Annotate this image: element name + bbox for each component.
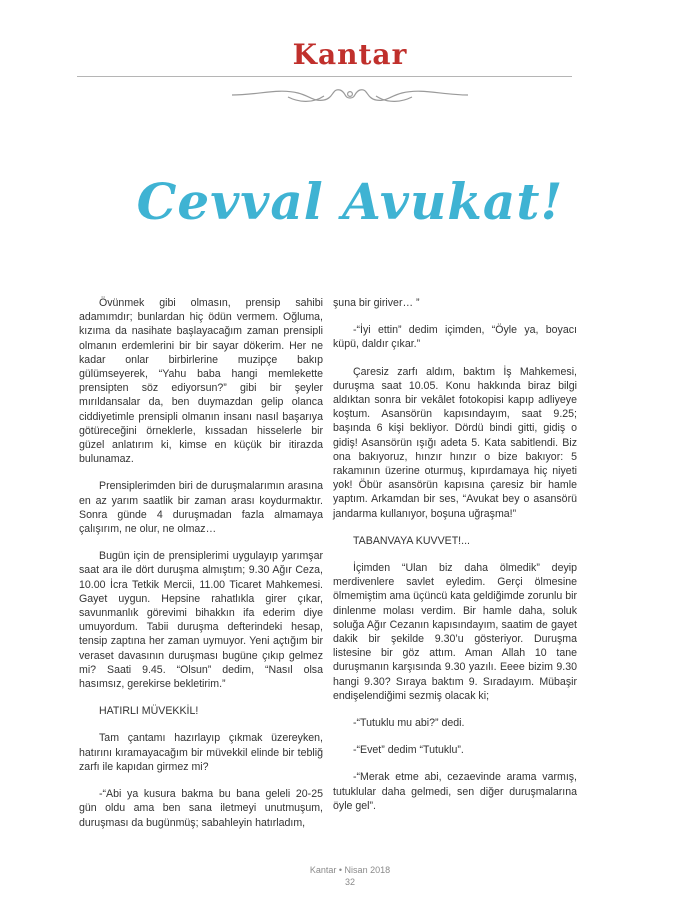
paragraph: Övünmek gibi olmasın, prensip sahibi adamımdır; bunlardan hiç ödün vermem. Oğluma, kızıma da nasihate başlayacağım zaman prensipli olmanın erdemlerini bir bir sayar dökerim. Her ne kadar onlar birbirlerine muzipçe bakıp gülümseyerek, “Yahu baba hangi memlekette prensipten söz ediyorsun?” gibi bir şeyler mırıldansalar da, ben duymazdan gelip olanca ciddiyetimle prensipli olmanın insanı nasıl başarıya götüreceğini örneklerle, kıssadan hisselerle bir güzel anlatırım ki, kimse en küçük bir itirazda bulunamaz. bbox=[79, 297, 323, 466]
section-heading: TABANVAYA KUVVET!... bbox=[353, 534, 470, 547]
article-title: Cevval Avukat! bbox=[136, 172, 564, 231]
header-divider bbox=[77, 76, 572, 77]
paragraph: -“Tutuklu mu abi?” dedi. bbox=[353, 717, 465, 730]
masthead-logo: Kantar bbox=[292, 38, 408, 71]
page-footer bbox=[0, 864, 700, 888]
right-text-column bbox=[333, 296, 577, 826]
paragraph: -“Abi ya kusura bakma bu bana geleli 20-25 gün oldu ama ben sana iletmeyi unutmuşum, duruşması da bugünmüş; sabahleyin hatırladım, bbox=[79, 788, 323, 829]
paragraph: -“Evet” dedim “Tutuklu”. bbox=[353, 744, 464, 757]
paragraph: Prensiplerimden biri de duruşmalarımın arasına en az yarım saatlik bir zaman arası koydurmaktır. Sonra günde 4 duruşmadan fazla almamaya çalışırım, ne olur, ne olmaz… bbox=[79, 480, 323, 536]
section-heading: HATIRLI MÜVEKKİL! bbox=[99, 705, 199, 718]
paragraph: Çaresiz zarfı aldım, baktım İş Mahkemesi, duruşma saat 10.05. Konu hakkında biraz bilgi aldıktan sonra bir vekâlet fotokopisi kapıp adliyeye koştum. Asansörün kapısındayım, saat 9.25; başında 6 kişi bekliyor. Dördü bindi gitti, gidiş o gidiş! Asansörün ışığı adeta 5. Kata sabitlendi. Biz ona bakıyoruz, hınzır hınzır o bize bakıyor: 5 rakamının üzerine oturmuş, kıpırdamaya hiç niyeti yok! Öbür asansörün kapısına çaresiz bir hamle yaptım. Arkamdan bir ses, “Avukat bey o asansörü jandarma kullanıyor, boşuna uğraşma!” bbox=[333, 365, 577, 520]
flourish-ornament-icon bbox=[228, 84, 472, 106]
paragraph: şuna bir giriver… ” bbox=[333, 297, 420, 309]
paragraph: Bugün için de prensiplerimi uygulayıp yarımşar saat ara ile dört duruşma almıştım; 9.30 Ağır Ceza, 10.00 İcra Tetkik Mercii, 11.00 Ticaret Mahkemesi. Gayet uygun. Hepsine rahatlıkla girer çıkar, savunmanlık görevimi bihakkın ifa ederim diye umuyordum. Tabii duruşma defterindeki hesap, tensip zaptına her zaman uymuyor. Yeni açtığım bir veraset davasının duruşması bugüne çıkıp gelmez mi? Saati 9.45. “Olsun” dedim, “Nasıl olsa hasımsız, gerekirse bekletirim.” bbox=[79, 550, 323, 691]
paragraph: İçimden “Ulan biz daha ölmedik” deyip merdivenlere savlet eyledim. Gerçi ölmesine ölmemiştim ama üçüncü kata geldiğimde zorunlu bir dinlenme molası verdim. Bir hamle daha, soluk soluğa Ağır Cezanın kapısındayım, saatim de gayet dakik bir şekilde 9.30’u gösteriyor. Duruşma listesine bir göz attım. Aman Allah 10 tane duruşmanın karşısında 9.30 yazılı. Eeee bizim 9.30 hangi 9.30? Sıraya baktım 9. Sıradayım. Mübaşir endişelendiğimi sezmiş olacak ki; bbox=[333, 562, 577, 702]
left-text-column bbox=[79, 296, 323, 843]
issue-label: Kantar • Nisan 2018 bbox=[309, 865, 391, 875]
page-number: 32 bbox=[344, 877, 355, 887]
paragraph: Tam çantamı hazırlayıp çıkmak üzereyken, hatırını kıramayacağım bir müvekkil elinde bir tebliğ zarfı ile kapıdan girmez mi? bbox=[79, 732, 323, 773]
paragraph: -“Merak etme abi, cezaevinde arama varmış, tutuklular daha gelmedi, sen diğer duruşmalarına öyle gel”. bbox=[333, 771, 577, 812]
paragraph: -“İyi ettin” dedim içimden, “Öyle ya, boyacı küpü, daldır çıkar.” bbox=[333, 324, 577, 351]
